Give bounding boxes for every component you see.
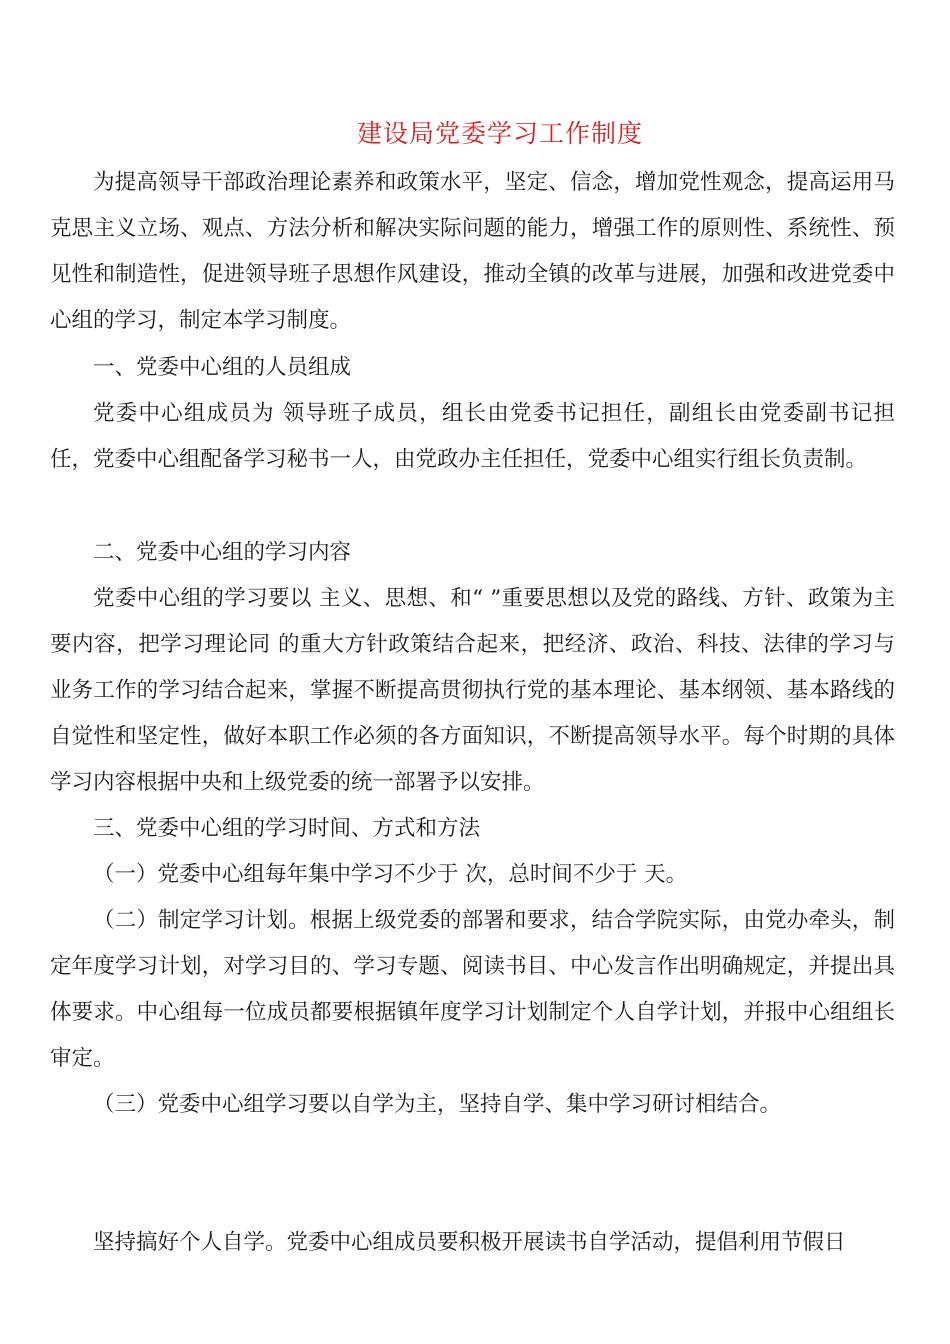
section3-item-3: （三）党委中心组学习要以自学为主，坚持自学、集中学习研讨相结合。 (93, 1092, 782, 1117)
section1-heading: 一、党委中心组的人员组成 (93, 355, 352, 380)
intro-paragraph: 为提高领导干部政治理论素养和政策水平，坚定、信念，增加党性观念，提高运用马克思主义立场、观点、方法分析和解决实际问题的能力，增强工作的原则性、系统性、预见性和制造性，促进领导班子思想作风建设，推动全镇的改革与进展，加强和改进党委中心组的学习，制定本学习制度。 (50, 170, 895, 333)
document-title: 建设局党委学习工作制度 (356, 119, 643, 148)
section3-heading: 三、党委中心组的学习时间、方式和方法 (93, 816, 481, 841)
section1-paragraph: 党委中心组成员为 领导班子成员，组长由党委书记担任，副组长由党委副书记担任，党委中心组配备学习秘书一人，由党政办主任担任，党委中心组实行组长负责制。 (50, 401, 895, 472)
section3-item-1: （一）党委中心组每年集中学习不少于 次，总时间不少于 天。 (93, 862, 688, 887)
section2-paragraph: 党委中心组的学习要以 主义、思想、和“ ”重要思想以及党的路线、方针、政策为主要内容，把学习理论同 的重大方针政策结合起来，把经济、政治、科技、法律的学习与业务工作的学习结合起来，掌握不断提高贯彻执行党的基本理论、基本纲领、基本路线的自觉性和坚定性，做好本职工作必须的各方面知识，不断提高领导水平。每个时期的具体学习内容根据中央和上级党委的统一部署予以安排。 (50, 586, 895, 795)
section3-item-2: （二）制定学习计划。根据上级党委的部署和要求，结合学院实际，由党办牵头，制定年度学习计划，对学习目的、学习专题、阅读书目、中心发言作出明确规定，并提出具体要求。中心组每一位成员都要根据镇年度学习计划制定个人自学计划，并报中心组组长审定。 (50, 908, 895, 1071)
section2-heading: 二、党委中心组的学习内容 (93, 540, 352, 565)
last-paragraph: 坚持搞好个人自学。党委中心组成员要积极开展读书自学活动，提倡利用节假日 (93, 1230, 846, 1255)
